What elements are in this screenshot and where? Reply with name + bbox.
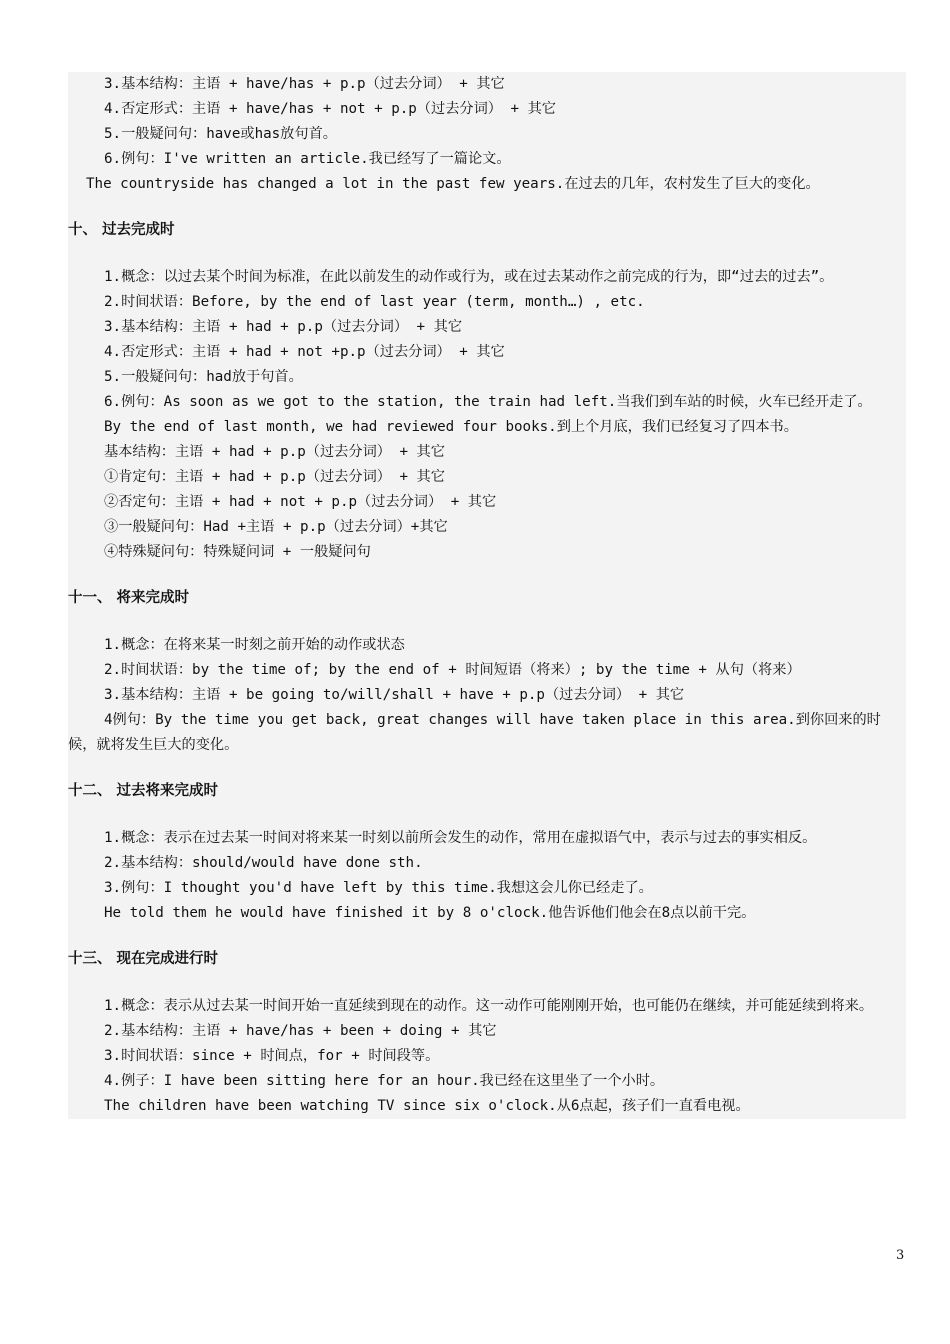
page-number: 3 [896,1248,905,1263]
intro-example: The countryside has changed a lot in the past few years.在过去的几年，农村发生了巨大的变化。 [86,176,820,192]
section-heading: 十一、 将来完成时 [68,590,190,606]
body-line: 4.否定形式：主语 + had + not +p.p（过去分词） + 其它 [104,344,505,360]
example-paragraph: 4例句：By the time you get back, great changes will have taken place in this area.到你回来的时候，就将发生巨大的变化。 [68,712,881,753]
body-line: ②否定句：主语 + had + not + p.p（过去分词） + 其它 [104,494,497,510]
document-body [68,72,906,1119]
section-heading: 十、 过去完成时 [68,222,175,238]
example-paragraph: 6.例句：As soon as we got to the station, the train had left.当我们到车站的时候，火车已经开走了。 [104,394,872,410]
body-line: By the end of last month, we had reviewed four books.到上个月底，我们已经复习了四本书。 [104,419,798,435]
body-line: 5.一般疑问句：had放于句首。 [104,369,303,385]
intro-line: 5.一般疑问句：have或has放句首。 [104,126,337,142]
body-line: 2.基本结构：should/would have done sth. [104,855,423,871]
body-line: 3.基本结构：主语 + had + p.p（过去分词） + 其它 [104,319,463,335]
body-line: The children have been watching TV since six o'clock.从6点起，孩子们一直看电视。 [104,1098,750,1114]
body-line: ①肯定句：主语 + had + p.p（过去分词） + 其它 [104,469,445,485]
section-heading: 十二、 过去将来完成时 [68,783,219,799]
body-line: 3.时间状语：since + 时间点，for + 时间段等。 [104,1048,440,1064]
body-line: 基本结构：主语 + had + p.p（过去分词） + 其它 [104,444,445,460]
body-line: 2.时间状语：Before, by the end of last year (term, month…) , etc. [104,294,645,310]
body-line: ③一般疑问句：Had +主语 + p.p（过去分词）+其它 [104,519,448,535]
concept-paragraph: 1.概念：表示从过去某一时间开始一直延续到现在的动作。这一动作可能刚刚开始，也可能仍在继续，并可能延续到将来。 [104,998,874,1014]
intro-line: 4.否定形式：主语 + have/has + not + p.p（过去分词） + 其它 [104,101,556,117]
body-line: ④特殊疑问句：特殊疑问词 + 一般疑问句 [104,544,371,560]
body-line: 4.例子：I have been sitting here for an hour.我已经在这里坐了一个小时。 [104,1073,665,1089]
intro-line: 6.例句：I've written an article.我已经写了一篇论文。 [104,151,511,167]
concept-paragraph: 1.概念：表示在过去某一时间对将来某一时刻以前所会发生的动作，常用在虚拟语气中，表示与过去的事实相反。 [104,830,817,846]
body-line: 1.概念：在将来某一时刻之前开始的动作或状态 [104,637,405,653]
section-heading: 十三、 现在完成进行时 [68,951,219,967]
concept-paragraph: 1.概念：以过去某个时间为标准，在此以前发生的动作或行为，或在过去某动作之前完成的行为，即“过去的过去”。 [104,269,834,285]
body-line: 3.例句：I thought you'd have left by this time.我想这会儿你已经走了。 [104,880,653,896]
body-line: 2.时间状语：by the time of; by the end of + 时间短语（将来）; by the time + 从句（将来） [104,662,801,678]
body-line: 2.基本结构：主语 + have/has + been + doing + 其它 [104,1023,497,1039]
body-line: He told them he would have finished it by 8 o'clock.他告诉他们他会在8点以前干完。 [104,905,756,921]
body-line: 3.基本结构：主语 + be going to/will/shall + have + p.p（过去分词） + 其它 [104,687,685,703]
intro-line: 3.基本结构：主语 + have/has + p.p（过去分词） + 其它 [104,76,505,92]
